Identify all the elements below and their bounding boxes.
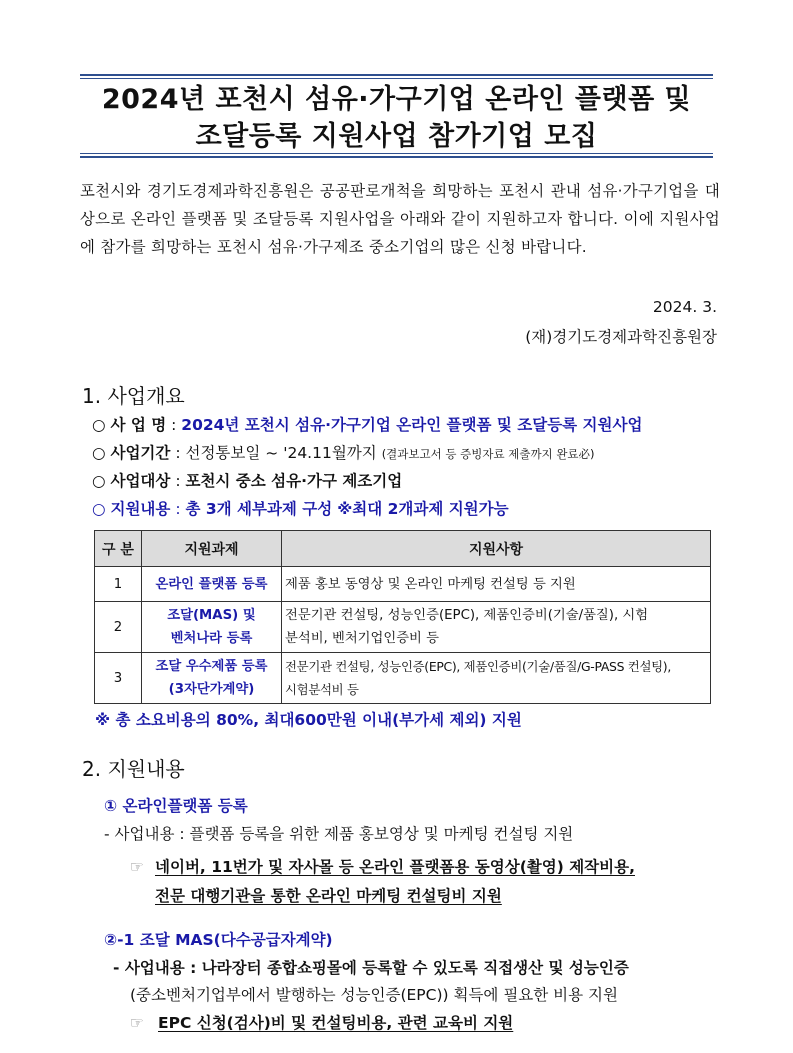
item-2-desc-1: - 사업내용 : 나라장터 종합쇼핑몰에 등록할 수 있도록 직접생산 및 성능인증 [113,959,629,977]
bullet-project-name [92,413,642,437]
bullet-marker: ○ [92,472,106,490]
table-header: 구 분 [95,531,142,567]
item-2-desc-2: (중소벤처기업부에서 발행하는 성능인증(EPC)) 획득에 필요한 비용 지원 [130,986,618,1004]
table-cell-task [142,567,282,602]
bullet-key: 사업기간 [110,444,171,462]
table-row [95,653,711,704]
bullet-sep: : [171,416,177,434]
funding-note: ※ 총 소요비용의 80%, 최대600만원 이내(부가세 제외) 지원 [95,711,522,729]
title-line-1: 2024년 포천시 섬유·가구기업 온라인 플랫폼 및 [101,84,692,115]
bullet-marker: ○ [92,444,106,462]
table-header-row [95,531,711,567]
table-cell-no: 1 [95,567,142,602]
support-table [94,530,711,704]
section-1-heading: 1. 사업개요 [82,384,185,408]
detail-line: 제품 홍보 동영상 및 온라인 마케팅 컨설팅 등 지원 [285,576,576,592]
item-2-detail: EPC 신청(검사)비 및 컨설팅비용, 관련 교육비 지원 [158,1014,514,1032]
table-header: 지원과제 [142,531,282,567]
item-1-detail-1: 네이버, 11번가 및 자사몰 등 온라인 플랫폼용 동영상(촬영) 제작비용, [155,858,635,876]
table-cell-detail [282,653,711,704]
bullet-extra: (결과보고서 등 증빙자료 제출까지 완료必) [381,447,595,461]
task-line: (3자단가계약) [168,682,255,697]
date: 2024. 3. [652,298,717,316]
section-2-heading: 2. 지원내용 [82,757,185,781]
bullet-value: 2024년 포천시 섬유·가구기업 온라인 플랫폼 및 조달등록 지원사업 [181,416,643,434]
table-cell-task [142,602,282,653]
title-rule-top-thin [80,78,713,79]
table-header: 지원사항 [282,531,711,567]
bullet-sep: : [175,472,181,490]
bullet-key: 지원내용 [110,500,171,518]
organization: (재)경기도경제과학진흥원장 [525,328,717,346]
task-line: 조달 우수제품 등록 [155,659,268,674]
table-cell-task [142,653,282,704]
bullet-target [92,469,402,493]
detail-line: 전문기관 컨설팅, 성능인증(EPC), 제품인증비(기술/품질), 시험 [285,608,649,623]
table-row [95,567,711,602]
item-1-title: ① 온라인플랫폼 등록 [104,797,248,815]
hand-pointer-icon: ☞ [130,858,144,876]
bullet-support [92,497,509,521]
hand-pointer-icon: ☞ [130,1014,144,1032]
table-cell-no: 2 [95,602,142,653]
item-1-detail-2: 전문 대행기관을 통한 온라인 마케팅 컨설팅비 지원 [155,887,502,905]
page-title [80,81,713,155]
item-2-title: ②-1 조달 MAS(다수공급자계약) [104,931,333,949]
intro-paragraph: 포천시와 경기도경제과학진흥원은 공공판로개척을 희망하는 포천시 관내 섬유·가구기업을 대상으로 온라인 플랫폼 및 조달등록 지원사업을 아래와 같이 지원하고자 합니다. 이에 지원사업에 참가를 희망하는 포천시 섬유·가구제조 중소기업의 많은 신청 바랍니다. [80,182,720,256]
bullet-sep: : [175,444,181,462]
task-line: 벤처나라 등록 [170,631,253,646]
table-row [95,602,711,653]
title-rule-bottom-thin [80,153,713,154]
task-line: 조달(MAS) 및 [167,608,256,623]
table-cell-detail [282,602,711,653]
title-rule-top [80,74,713,76]
bullet-value: 총 3개 세부과제 구성 [185,500,333,518]
bullet-value: 선정통보일 ~ '24.11월까지 [185,444,377,462]
bullet-extra: ※최대 2개과제 지원가능 [337,500,509,518]
bullet-value: 포천시 중소 섬유·가구 제조기업 [185,472,403,490]
table-cell-detail [282,567,711,602]
bullet-marker: ○ [92,416,106,434]
title-line-2: 조달등록 지원사업 참가기업 모집 [195,121,598,152]
item-1-desc: - 사업내용 : 플랫폼 등록을 위한 제품 홍보영상 및 마케팅 컨설팅 지원 [104,825,574,843]
title-rule-bottom [80,156,713,158]
bullet-period [92,441,595,466]
detail-line: 시험분석비 등 [285,682,359,697]
title-box [80,74,713,158]
bullet-key: 사업대상 [110,472,171,490]
bullet-sep: : [175,500,181,518]
detail-line: 분석비, 벤처기업인증비 등 [285,631,439,646]
table-cell-no: 3 [95,653,142,704]
detail-line: 전문기관 컨설팅, 성능인증(EPC), 제품인증비(기술/품질/G-PASS 컨설팅), [285,659,671,674]
task-line: 온라인 플랫폼 등록 [155,576,268,592]
bullet-marker: ○ [92,500,106,518]
bullet-key: 사 업 명 [110,416,167,434]
